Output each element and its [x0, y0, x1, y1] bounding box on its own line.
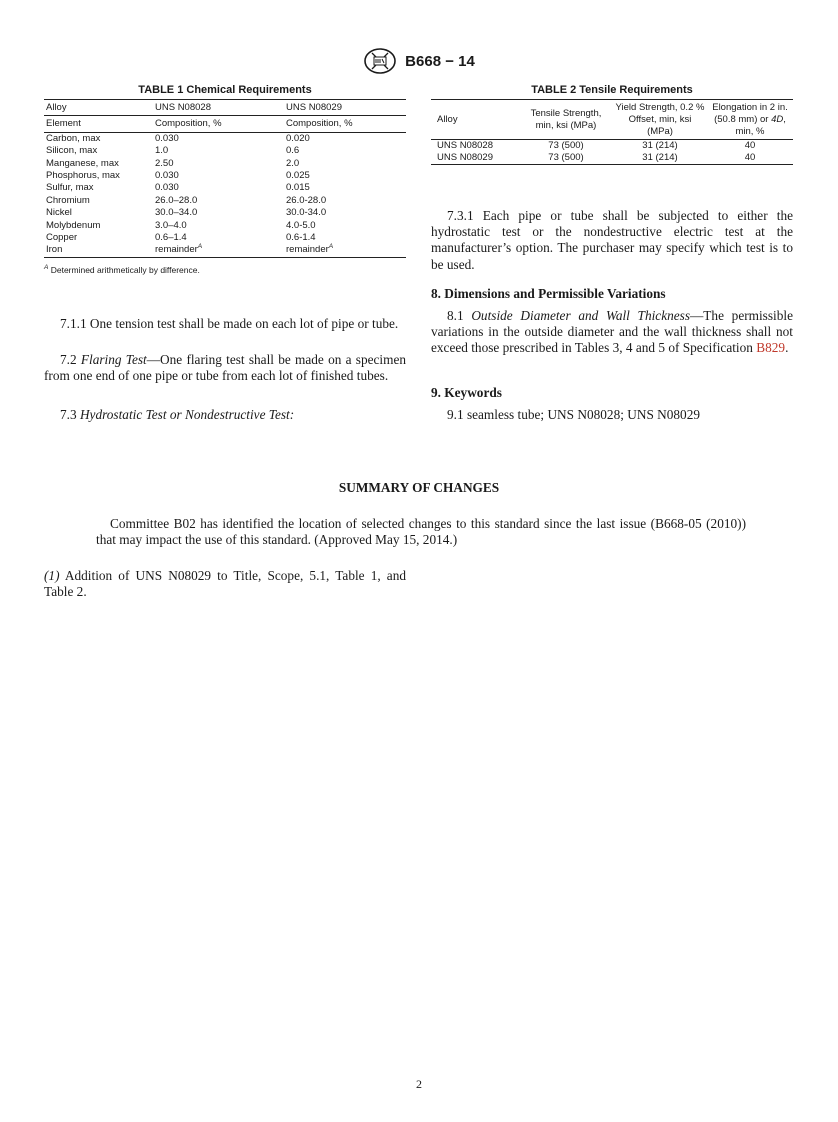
table-header-cell: Composition, %: [284, 116, 406, 132]
table-cell: 2.50: [155, 157, 174, 169]
footnote-text: Determined arithmetically by difference.: [50, 265, 200, 275]
table-cell: 73 (500): [519, 152, 613, 165]
table-cell: 0.015: [286, 182, 310, 194]
cell-value: remainder: [286, 244, 329, 256]
paragraph-7-1-1: 7.1.1 One tension test shall be made on each lot of pipe or tube.: [60, 316, 399, 331]
page-number: 2: [416, 1077, 422, 1091]
table-cell: 30.0-34.0: [286, 207, 327, 219]
table-cell: 4.0-5.0: [286, 219, 316, 231]
table-header-cell: [707, 100, 793, 140]
table-header-cell: Alloy: [431, 100, 519, 140]
table-cell: UNS N08029: [431, 152, 519, 165]
table-header-cell: Alloy: [44, 100, 153, 116]
section-title: Flaring Test: [80, 352, 147, 367]
table-cell: 40: [707, 152, 793, 165]
table-row: [431, 152, 793, 165]
section-number: 8.1: [447, 308, 464, 323]
tensile-requirements-table: [431, 99, 793, 165]
table1-title: TABLE 1 Chemical Requirements: [138, 84, 312, 96]
chemical-requirements-table: [44, 99, 406, 258]
table-header-row: [431, 100, 793, 140]
table-cell: UNS N08028: [437, 140, 493, 151]
astm-logo-icon: [363, 48, 397, 74]
table-cell: 31 (214): [642, 140, 678, 151]
table-cell: 3.0–4.0: [155, 219, 187, 231]
table-cell: 0.030: [155, 132, 179, 144]
section-body: —The permissible variations in the outside diameter and the wall thickness shall not exceed those prescribed in Tables 3, 4 and 5 of Specification: [431, 308, 793, 356]
footnote-marker: A: [328, 243, 334, 251]
table-cell: 31 (214): [613, 152, 707, 165]
table-header-row: [44, 116, 406, 132]
table-cell: 0.6-1.4: [286, 232, 316, 244]
summary-item-1: [44, 568, 406, 600]
table-cell: Molybdenum: [46, 219, 101, 231]
table-cell: 73 (500): [548, 140, 584, 151]
table-row: [44, 207, 406, 219]
paragraph-8-1: [431, 308, 793, 357]
table-header-cell: Yield Strength, 0.2 % Offset, min, ksi (MPa): [613, 100, 707, 140]
table-cell: Chromium: [46, 194, 90, 206]
section-number: 7.2: [60, 352, 77, 367]
paragraph-7-2: [44, 352, 406, 384]
page-header: [0, 48, 838, 72]
footnote-marker: A: [44, 264, 49, 272]
table-cell: Carbon, max: [46, 132, 101, 144]
table-cell: 0.6: [286, 145, 300, 157]
table-cell: 0.030: [155, 182, 179, 194]
table-cell: 1.0: [155, 145, 169, 157]
table-cell: Copper: [46, 232, 78, 244]
header-text: , min, %: [735, 114, 786, 137]
paragraph-7-3: [44, 407, 406, 423]
table-header-cell: Composition, %: [153, 116, 284, 132]
section-title: Outside Diameter and Wall Thickness: [471, 308, 690, 323]
table-cell: 40: [744, 140, 756, 151]
table-cell: Manganese, max: [46, 157, 119, 169]
table-row: [44, 132, 406, 145]
standard-designation: B668 − 14: [405, 52, 475, 70]
table-cell: 0.030: [155, 170, 179, 182]
section-body: —One flaring test shall be made on a specimen from one end of one pipe or tube from each lot of finished tubes.: [44, 352, 407, 384]
table-row: [44, 195, 406, 207]
table-cell: Iron: [44, 244, 153, 257]
table-row: [44, 182, 406, 194]
table-row: [44, 232, 406, 244]
table-row: [44, 170, 406, 182]
table-row: [44, 220, 406, 232]
table-cell: Silicon, max: [46, 145, 98, 157]
table1-footnote: [44, 265, 200, 275]
table-cell: 0.6–1.4: [155, 232, 187, 244]
table-cell: Nickel: [46, 207, 72, 219]
section-heading-8: 8. Dimensions and Permissible Variations: [431, 286, 666, 301]
paragraph-9-1: 9.1 seamless tube; UNS N08028; UNS N08029: [447, 407, 701, 422]
table-row: [44, 145, 406, 157]
table-header-row: [44, 100, 406, 116]
header-text: Elongation in 2 in. (50.8 mm) or: [712, 102, 788, 125]
section-title: Hydrostatic Test or Nondestructive Test:: [79, 407, 295, 422]
table-cell: Phosphorus, max: [46, 170, 120, 182]
table-cell: 0.025: [286, 170, 310, 182]
table-header-cell: Element: [44, 116, 153, 132]
table-cell: 0.020: [286, 132, 310, 144]
item-number: (1): [44, 568, 60, 583]
specification-link[interactable]: B829: [756, 340, 786, 356]
section-heading-9: 9. Keywords: [431, 385, 502, 400]
paragraph-7-3-1: 7.3.1 Each pipe or tube shall be subjected to either the hydrostatic test or the nondestructive electric test at the manufacturer’s option. The purchaser may specify which test is to be used.: [431, 208, 793, 272]
header-text-italic: 4D: [771, 114, 784, 125]
table-cell: 30.0–34.0: [155, 207, 198, 219]
cell-value: remainder: [155, 244, 198, 256]
table-cell: 26.0-28.0: [286, 194, 327, 206]
table-row: [44, 158, 406, 170]
table-cell: 26.0–28.0: [155, 194, 198, 206]
table-row: [44, 244, 406, 257]
item-text: Addition of UNS N08029 to Title, Scope, 5.1, Table 1, and Table 2.: [44, 568, 406, 600]
table-cell: 2.0: [286, 157, 300, 169]
summary-title: SUMMARY OF CHANGES: [338, 480, 500, 495]
table-cell: [284, 244, 406, 257]
summary-intro: Committee B02 has identified the location of selected changes to this standard since the last issue (B668-05 (2010)) that may impact the use of this standard. (Approved May 15, 2014.): [96, 516, 746, 548]
table-header-cell: Tensile Strength, min, ksi (MPa): [519, 100, 613, 140]
section-number: 7.3: [60, 407, 77, 422]
table-cell: Sulfur, max: [46, 182, 94, 194]
table-cell: [153, 244, 284, 257]
footnote-marker: A: [197, 243, 203, 251]
table-header-cell: UNS N08028: [153, 100, 284, 116]
section-body-end: .: [785, 340, 789, 356]
table2-title: TABLE 2 Tensile Requirements: [531, 84, 693, 96]
table-header-cell: UNS N08029: [284, 100, 406, 116]
table-row: [431, 140, 793, 153]
